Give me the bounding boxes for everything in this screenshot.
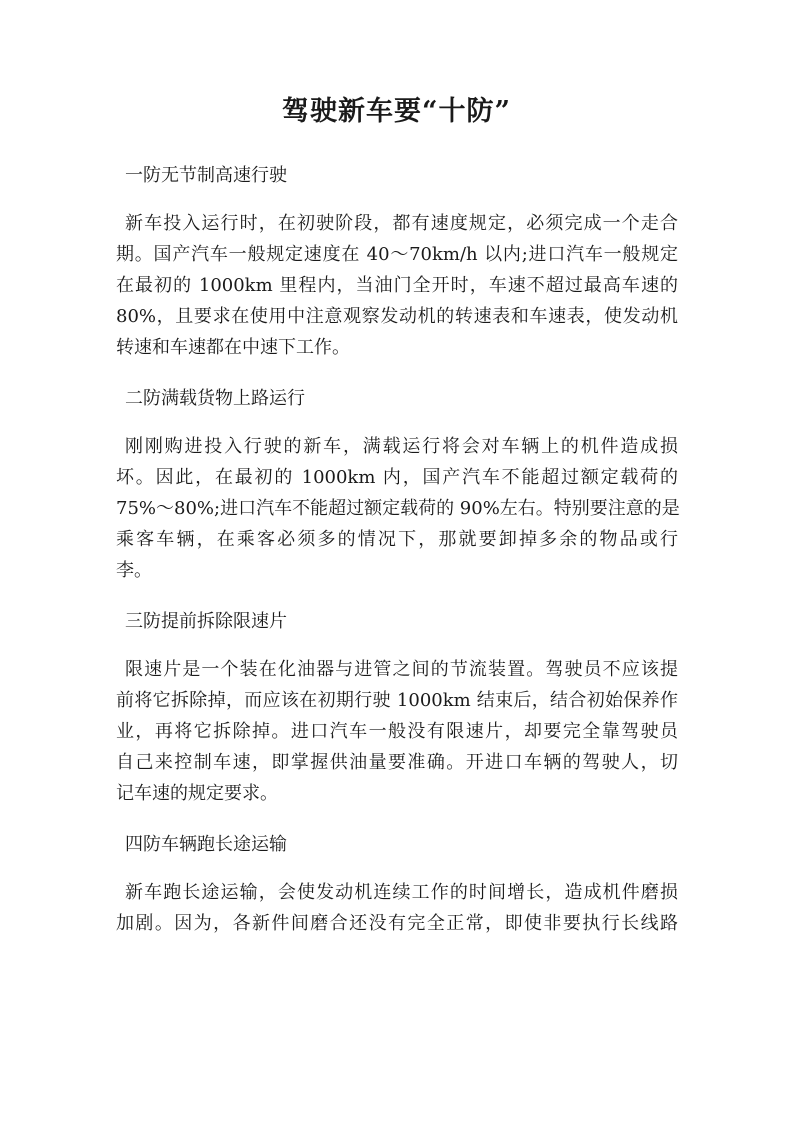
section-heading: 二防满载货物上路运行 bbox=[125, 388, 305, 409]
paragraph-line: 加剧。因为，各新件间磨合还没有完全正常，即使非要执行长线路 bbox=[116, 913, 678, 934]
section-heading: 三防提前拆除限速片 bbox=[125, 611, 287, 632]
paragraph-line: 前将它拆除掉，而应该在初期行驶 1000km 结束后，结合初始保养作 bbox=[116, 690, 678, 711]
section-paragraph bbox=[116, 208, 678, 363]
paragraph-line: 李。 bbox=[116, 560, 152, 581]
page-title: 驾驶新车要“十防” bbox=[281, 96, 512, 127]
paragraph-line: 乘客车辆，在乘客必须多的情况下，那就要卸掉多余的物品或行 bbox=[116, 529, 678, 550]
section-heading: 四防车辆跑长途运输 bbox=[125, 834, 287, 855]
section-paragraph bbox=[116, 654, 678, 809]
document-body bbox=[116, 160, 678, 959]
paragraph-line: 转速和车速都在中速下工作。 bbox=[116, 337, 350, 358]
paragraph-line: 坏。因此，在最初的 1000km 内，国产汽车不能超过额定载荷的 bbox=[116, 467, 678, 488]
section-heading: 一防无节制高速行驶 bbox=[125, 165, 287, 186]
section-paragraph bbox=[116, 431, 678, 586]
paragraph-line: 新车投入运行时，在初驶阶段，都有速度规定，必须完成一个走合 bbox=[125, 213, 678, 234]
paragraph-line: 记车速的规定要求。 bbox=[116, 783, 278, 804]
paragraph-line: 75%～80%;进口汽车不能超过额定载荷的 90%左右。特别要注意的是 bbox=[116, 498, 680, 519]
paragraph-line: 刚刚购进投入行驶的新车，满载运行将会对车辆上的机件造成损 bbox=[125, 436, 678, 457]
paragraph-line: 业，再将它拆除掉。进口汽车一般没有限速片，却要完全靠驾驶员 bbox=[116, 721, 678, 742]
paragraph-line: 限速片是一个装在化油器与进管之间的节流装置。驾驶员不应该提 bbox=[125, 659, 678, 680]
paragraph-line: 期。国产汽车一般规定速度在 40～70km/h 以内;进口汽车一般规定 bbox=[116, 244, 678, 265]
paragraph-line: 自己来控制车速，即掌握供油量要准确。开进口车辆的驾驶人，切 bbox=[116, 752, 678, 773]
paragraph-line: 新车跑长途运输，会使发动机连续工作的时间增长，造成机件磨损 bbox=[125, 882, 678, 903]
paragraph-line: 在最初的 1000km 里程内，当油门全开时，车速不超过最高车速的 bbox=[116, 275, 678, 296]
paragraph-line: 80%，且要求在使用中注意观察发动机的转速表和车速表，使发动机 bbox=[116, 306, 678, 327]
section-paragraph bbox=[116, 877, 678, 939]
